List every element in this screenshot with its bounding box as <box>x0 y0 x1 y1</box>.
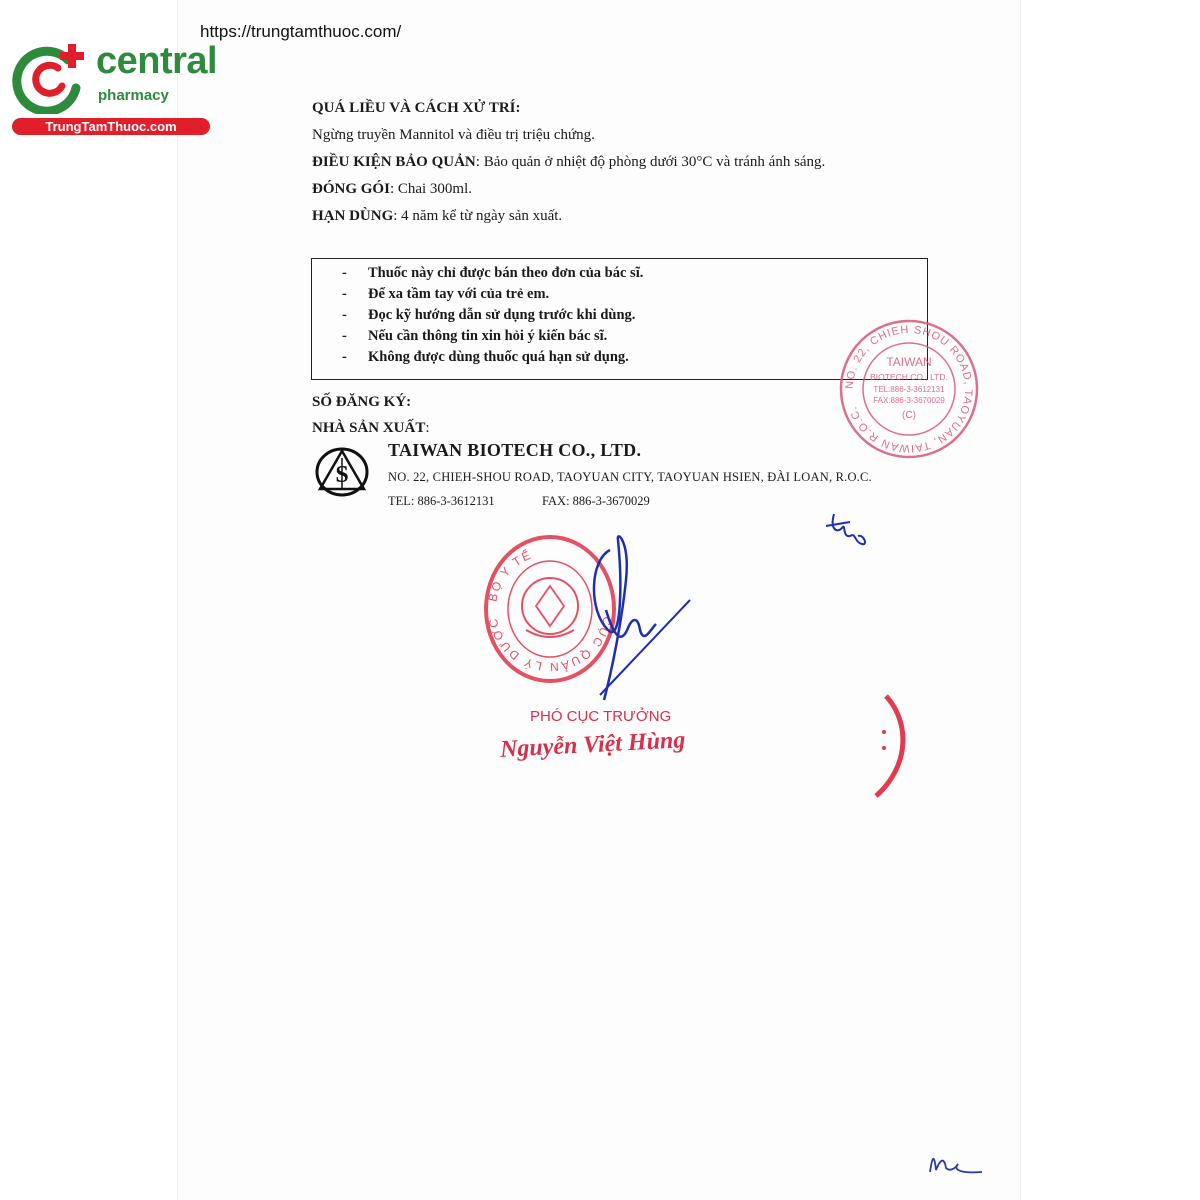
storage-text: : Bảo quản ở nhiệt độ phòng dưới 30°C và tránh ánh sáng. <box>475 154 826 170</box>
expiry-text: : 4 năm kể từ ngày sản xuất. <box>393 208 563 224</box>
svg-text:FAX:886-3-3670029: FAX:886-3-3670029 <box>873 396 945 405</box>
overdose-text: Ngừng truyền Mannitol và điều trị triệu chứng. <box>312 127 595 143</box>
signature <box>560 520 700 720</box>
official-title: PHÓ CỤC TRƯỞNG <box>530 708 672 725</box>
manufacturer-fax: FAX: 886-3-3670029 <box>542 494 650 508</box>
packaging-line <box>312 181 472 198</box>
storage-label: ĐIỀU KIỆN BẢO QUẢN <box>312 154 476 170</box>
packaging-text: : Chai 300ml. <box>389 181 473 197</box>
svg-text:TEL:886-3-3612131: TEL:886-3-3612131 <box>873 385 945 394</box>
warning-item: - Không được dùng thuốc quá hạn sử dụng. <box>342 349 629 365</box>
packaging-label: ĐÓNG GÓI <box>312 181 390 197</box>
brand-name: central <box>96 40 218 82</box>
warning-item: - Thuốc này chỉ được bán theo đơn của bác sĩ. <box>342 265 644 281</box>
storage-line <box>312 154 825 171</box>
svg-text:BIOTECH CO., LTD.: BIOTECH CO., LTD. <box>870 372 948 382</box>
site-url: https://trungtamthuoc.com/ <box>200 22 402 41</box>
svg-text:TAIWAN: TAIWAN <box>886 355 932 369</box>
pharmacy-cross-icon <box>10 38 94 114</box>
svg-text:S: S <box>335 462 349 488</box>
company-stamp <box>838 318 980 460</box>
manufacturer-tel: TEL: 886-3-3612131 <box>388 494 495 508</box>
warning-item: - Để xa tầm tay với của trẻ em. <box>342 286 550 302</box>
page-initial-mark <box>922 1142 986 1182</box>
expiry-label: HẠN DÙNG <box>312 208 394 224</box>
manufacturer-address: NO. 22, CHIEH-SHOU ROAD, TAOYUAN CITY, TAOYUAN HSIEN, ĐÀI LOAN, R.O.C. <box>388 470 872 484</box>
initials-mark <box>820 508 880 552</box>
brand-subtitle: pharmacy <box>98 87 169 104</box>
brand-logo <box>10 38 218 138</box>
manufacturer-label: NHÀ SẢN XUẤT: <box>312 420 430 436</box>
warning-item: - Đọc kỹ hướng dẫn sử dụng trước khi dùng. <box>342 307 636 323</box>
partial-stamp-mark <box>866 692 910 800</box>
manufacturer-name: TAIWAN BIOTECH CO., LTD. <box>388 440 642 460</box>
brand-badge: TrungTamThuoc.com <box>12 118 210 135</box>
registration-label: SỐ ĐĂNG KÝ: <box>312 394 412 410</box>
warning-item: - Nếu cần thông tin xin hỏi ý kiến bác sĩ. <box>342 328 608 344</box>
svg-text:BỘ Y TẾ: BỘ Y TẾ <box>485 547 535 603</box>
expiry-line <box>312 208 562 225</box>
svg-text:CỤC QUẢN LÝ DƯỢC: CỤC QUẢN LÝ DƯỢC <box>485 615 615 675</box>
svg-text:NO. 22, CHIEH SHOU ROAD, TAOYU: NO. 22, CHIEH SHOU ROAD, TAOYUAN, TAIWAN R.O.C. <box>843 323 975 455</box>
warning-box <box>311 258 928 380</box>
official-name: Nguyễn Việt Hùng <box>499 727 686 763</box>
svg-text:(C): (C) <box>902 410 916 421</box>
manufacturer-logo-icon <box>314 446 370 498</box>
overdose-heading: QUÁ LIỀU VÀ CÁCH XỬ TRÍ: <box>312 100 521 116</box>
